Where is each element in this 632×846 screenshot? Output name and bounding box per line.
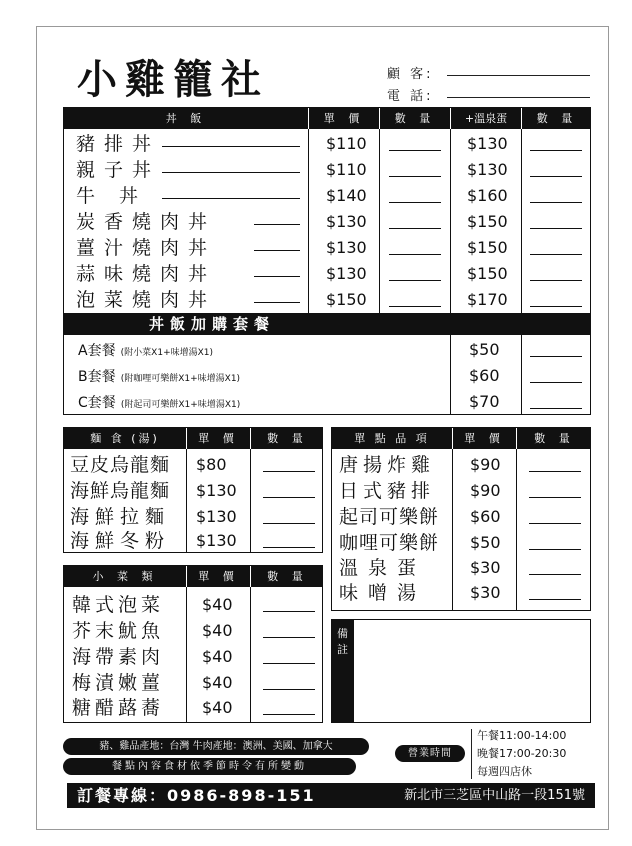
- customer-field[interactable]: [387, 63, 434, 82]
- item-price: $130: [326, 212, 367, 231]
- seasonal-note: 餐點內容食材依季節時令有所變動: [63, 758, 356, 775]
- quantity-blank[interactable]: [530, 356, 582, 357]
- item-name: 唐揚炸雞: [339, 454, 436, 476]
- sides-header-qty: 數 量: [250, 566, 324, 587]
- set-row: [64, 389, 590, 415]
- footer-bar: [67, 783, 595, 808]
- notes-box[interactable]: [331, 619, 591, 723]
- menu-row: [332, 478, 590, 504]
- set-row: [64, 337, 590, 363]
- menu-row: [64, 592, 322, 618]
- quantity-blank[interactable]: [389, 202, 441, 203]
- item-price: $130: [196, 481, 237, 500]
- donburi-header: [64, 108, 590, 129]
- donburi-header-price: 單 價: [308, 108, 379, 129]
- leader-line: [162, 172, 300, 173]
- menu-row: [64, 131, 590, 157]
- item-price: $130: [326, 264, 367, 283]
- set-name: C套餐: [78, 395, 116, 411]
- item-name: 海鮮冬粉: [70, 530, 171, 552]
- egg-quantity-blank[interactable]: [530, 254, 582, 255]
- menu-row: [332, 580, 590, 606]
- lunch-hours: 午餐11:00-14:00: [477, 729, 567, 742]
- noodles-header-name: 麵 食 (湯): [90, 432, 160, 445]
- item-price: $30: [470, 583, 501, 602]
- set-desc: (附咖哩可樂餅X1+味增湯X1): [120, 374, 241, 384]
- quantity-blank[interactable]: [263, 471, 315, 472]
- item-egg-price: $170: [467, 290, 508, 309]
- quantity-blank[interactable]: [389, 228, 441, 229]
- item-name: 豬排丼: [76, 133, 161, 155]
- customer-label: 顧 客:: [387, 67, 434, 82]
- item-name: 薑汁燒肉丼: [76, 237, 217, 259]
- menu-row: [64, 183, 590, 209]
- item-egg-price: $130: [467, 134, 508, 153]
- item-price: $40: [202, 698, 233, 717]
- phone-field[interactable]: [387, 85, 434, 104]
- set-name: A套餐: [78, 343, 116, 359]
- item-price: $110: [326, 160, 367, 179]
- quantity-blank[interactable]: [529, 497, 581, 498]
- item-price: $40: [202, 595, 233, 614]
- item-price: $80: [196, 455, 227, 474]
- menu-row: [64, 504, 322, 530]
- menu-row: [332, 504, 590, 530]
- set-row: [64, 363, 590, 389]
- egg-quantity-blank[interactable]: [530, 176, 582, 177]
- noodles-header-price: 單 價: [186, 428, 250, 449]
- menu-row: [64, 478, 322, 504]
- hours-label: 營業時間: [395, 745, 465, 762]
- alacarte-header-name: 單 點 品 項: [354, 432, 430, 445]
- menu-row: [64, 670, 322, 696]
- menu-row: [332, 530, 590, 556]
- egg-quantity-blank[interactable]: [530, 202, 582, 203]
- closed-day: 每週四店休: [477, 765, 532, 778]
- item-price: $40: [202, 673, 233, 692]
- menu-row: [64, 157, 590, 183]
- set-price: $50: [469, 340, 500, 359]
- item-price: $150: [326, 290, 367, 309]
- alacarte-header-price: 單 價: [452, 428, 516, 449]
- item-name: 糖醋蕗蕎: [72, 697, 165, 719]
- quantity-blank[interactable]: [263, 689, 315, 690]
- noodles-header-qty: 數 量: [250, 428, 324, 449]
- donburi-header-name: 丼 飯: [165, 112, 207, 125]
- sides-header-name: 小 菜 類: [92, 570, 158, 583]
- set-desc: (附起司可樂餅X1+味增湯X1): [120, 400, 241, 410]
- menu-row: [332, 452, 590, 478]
- menu-row: [332, 555, 590, 581]
- item-egg-price: $150: [467, 238, 508, 257]
- set-label: [78, 363, 240, 389]
- origin-note: 豬、雞品產地：台灣 牛肉產地：澳洲、美國、加拿大: [63, 738, 369, 755]
- item-name: 韓式泡菜: [72, 594, 165, 616]
- quantity-blank[interactable]: [529, 574, 581, 575]
- leader-line: [254, 224, 300, 225]
- item-egg-price: $130: [467, 160, 508, 179]
- quantity-blank[interactable]: [529, 549, 581, 550]
- item-name: 海鮮烏龍麵: [70, 480, 171, 502]
- sides-header-price: 單 價: [186, 566, 250, 587]
- set-price: $60: [469, 366, 500, 385]
- customer-line: [447, 75, 590, 76]
- quantity-blank[interactable]: [389, 254, 441, 255]
- quantity-blank[interactable]: [389, 176, 441, 177]
- item-name: 泡菜燒肉丼: [76, 289, 217, 311]
- item-price: $130: [196, 507, 237, 526]
- quantity-blank[interactable]: [263, 637, 315, 638]
- item-egg-price: $160: [467, 186, 508, 205]
- quantity-blank[interactable]: [389, 306, 441, 307]
- quantity-blank[interactable]: [529, 599, 581, 600]
- item-name: 親子丼: [76, 159, 161, 181]
- set-desc: (附小菜X1+味增湯X1): [120, 348, 214, 358]
- quantity-blank[interactable]: [263, 523, 315, 524]
- item-price: $40: [202, 621, 233, 640]
- item-name: 蒜味燒肉丼: [76, 263, 217, 285]
- menu-row: [64, 235, 590, 261]
- dinner-hours: 晚餐17:00-20:30: [477, 747, 567, 760]
- item-egg-price: $150: [467, 212, 508, 231]
- item-name: 起司可樂餅: [339, 506, 440, 528]
- menu-row: [64, 528, 322, 554]
- item-price: $110: [326, 134, 367, 153]
- set-name: B套餐: [78, 369, 116, 385]
- donburi-header-egg: +溫泉蛋: [450, 108, 521, 129]
- shop-address: 新北市三芝區中山路一段151號: [404, 788, 585, 803]
- item-price: $40: [202, 647, 233, 666]
- quantity-blank[interactable]: [389, 280, 441, 281]
- item-price: $90: [470, 455, 501, 474]
- set-label: [78, 337, 213, 363]
- item-price: $60: [470, 507, 501, 526]
- leader-line: [254, 302, 300, 303]
- order-sheet: [36, 26, 609, 830]
- noodles-header: [64, 428, 322, 449]
- egg-quantity-blank[interactable]: [530, 306, 582, 307]
- donburi-header-qty2: 數 量: [521, 108, 592, 129]
- menu-row: [64, 644, 322, 670]
- item-price: $140: [326, 186, 367, 205]
- leader-line: [254, 250, 300, 251]
- set-meal-title: 丼飯加購套餐: [64, 313, 590, 335]
- item-name: 咖哩可樂餅: [339, 532, 440, 554]
- item-name: 海帶素肉: [72, 646, 165, 668]
- item-name: 芥末魷魚: [72, 620, 165, 642]
- phone-line: [447, 97, 590, 98]
- item-price: $130: [326, 238, 367, 257]
- leader-line: [162, 146, 300, 147]
- item-name: 溫泉蛋: [339, 557, 427, 579]
- item-name: 牛 丼: [76, 185, 148, 207]
- quantity-blank[interactable]: [529, 523, 581, 524]
- phone-label: 電 話:: [387, 89, 434, 104]
- item-name: 炭香燒肉丼: [76, 211, 217, 233]
- set-price: $70: [469, 392, 500, 411]
- alacarte-header-qty: 數 量: [516, 428, 592, 449]
- noodles-table: [63, 427, 323, 553]
- quantity-blank[interactable]: [263, 547, 315, 548]
- item-price: $90: [470, 481, 501, 500]
- alacarte-header: [332, 428, 590, 449]
- item-price: $50: [470, 533, 501, 552]
- quantity-blank[interactable]: [263, 714, 315, 715]
- item-name: 味噌湯: [339, 582, 427, 604]
- alacarte-table: [331, 427, 591, 611]
- menu-row: [64, 618, 322, 644]
- item-name: 豆皮烏龍麵: [70, 454, 171, 476]
- item-name: 日式豬排: [339, 480, 436, 502]
- menu-row: [64, 261, 590, 287]
- order-hotline: 訂餐專線：0986-898-151: [77, 786, 316, 805]
- quantity-blank[interactable]: [263, 497, 315, 498]
- sides-header: [64, 566, 322, 587]
- item-name: 海鮮拉麵: [70, 506, 171, 528]
- item-egg-price: $150: [467, 264, 508, 283]
- menu-row: [64, 695, 322, 721]
- egg-quantity-blank[interactable]: [530, 280, 582, 281]
- quantity-blank[interactable]: [389, 150, 441, 151]
- menu-row: [64, 287, 590, 313]
- item-name: 梅漬嫩薑: [72, 672, 165, 694]
- sides-table: [63, 565, 323, 723]
- menu-row: [64, 209, 590, 235]
- shop-title: 小雞籠社: [77, 57, 269, 103]
- set-label: [78, 389, 240, 415]
- quantity-blank[interactable]: [530, 382, 582, 383]
- egg-quantity-blank[interactable]: [530, 228, 582, 229]
- quantity-blank[interactable]: [263, 663, 315, 664]
- notes-label: 備註: [337, 627, 348, 656]
- leader-line: [254, 276, 300, 277]
- item-price: $30: [470, 558, 501, 577]
- item-price: $130: [196, 531, 237, 550]
- donburi-header-qty: 數 量: [379, 108, 450, 129]
- menu-row: [64, 452, 322, 478]
- leader-line: [162, 198, 300, 199]
- quantity-blank[interactable]: [530, 408, 582, 409]
- donburi-table: [63, 107, 591, 415]
- quantity-blank[interactable]: [263, 611, 315, 612]
- hours-divider: [471, 729, 472, 779]
- quantity-blank[interactable]: [529, 471, 581, 472]
- egg-quantity-blank[interactable]: [530, 150, 582, 151]
